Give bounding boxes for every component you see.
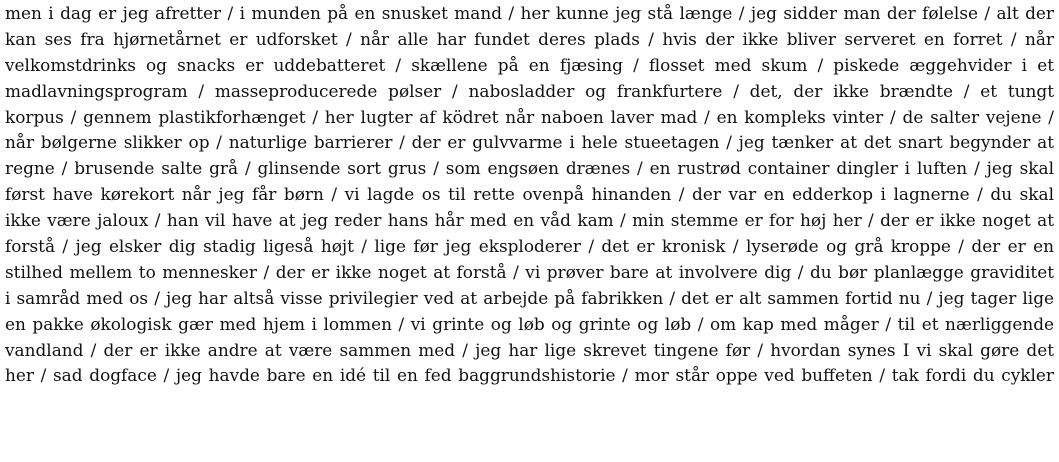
text-line: vandland / der er ikke andre at være sammen med / jeg har lige skrevet tingene før / hvordan synes I vi skal gøre det — [5, 339, 1054, 360]
text-line: forstå / jeg elsker dig stadig ligeså højt / lige før jeg eksploderer / det er kronisk / lyserøde og grå kroppe / der er en — [5, 236, 1054, 257]
text-line: korpus / gennem plastikforhænget / her lugter af ködret når naboen laver mad / en kompleks vinter / de salter vejene / — [5, 106, 1054, 127]
text-line: stilhed mellem to mennesker / der er ikke noget at forstå / vi prøver bare at involvere dig / du bør planlægge graviditet — [5, 261, 1054, 282]
poem-text-block — [5, 0, 1054, 389]
text-line: velkomstdrinks og snacks er uddebatteret / skællene på en fjæsing / flosset med skum / piskede æggehvider i et — [5, 54, 1054, 75]
text-line: her / sad dogface / jeg havde bare en idé til en fed baggrundshistorie / mor står oppe ved buffeten / tak fordi du cykler — [5, 365, 1054, 386]
text-line: kan ses fra hjørnetårnet er udforsket / når alle har fundet deres plads / hvis der ikke bliver serveret en forret / når — [5, 28, 1054, 49]
text-line: når bølgerne slikker op / naturlige barrierer / der er gulvvarme i hele stueetagen / jeg tænker at det snart begynder at — [5, 132, 1054, 153]
text-line: først have kørekort når jeg får børn / vi lagde os til rette ovenpå hinanden / der var en edderkop i lagnerne / du skal — [5, 184, 1054, 205]
text-line: i samråd med os / jeg har altså visse privilegier ved at arbejde på fabrikken / det er alt sammen fortid nu / jeg tager lige — [5, 287, 1054, 308]
text-line: ikke være jaloux / han vil have at jeg reder hans hår med en våd kam / min stemme er for høj her / der er ikke noget at — [5, 210, 1054, 231]
text-line: regne / brusende salte grå / glinsende sort grus / som engsøen drænes / en rustrød container dingler i luften / jeg skal — [5, 158, 1054, 179]
text-line: en pakke økologisk gær med hjem i lommen / vi grinte og løb og grinte og løb / om kap med måger / til et nærliggende — [5, 313, 1054, 334]
text-line: madlavningsprogram / masseproducerede pølser / nabosladder og frankfurtere / det, der ikke brændte / et tungt — [5, 80, 1054, 101]
text-line: men i dag er jeg afretter / i munden på en snusket mand / her kunne jeg stå længe / jeg sidder man der følelse / alt der — [5, 3, 1054, 23]
